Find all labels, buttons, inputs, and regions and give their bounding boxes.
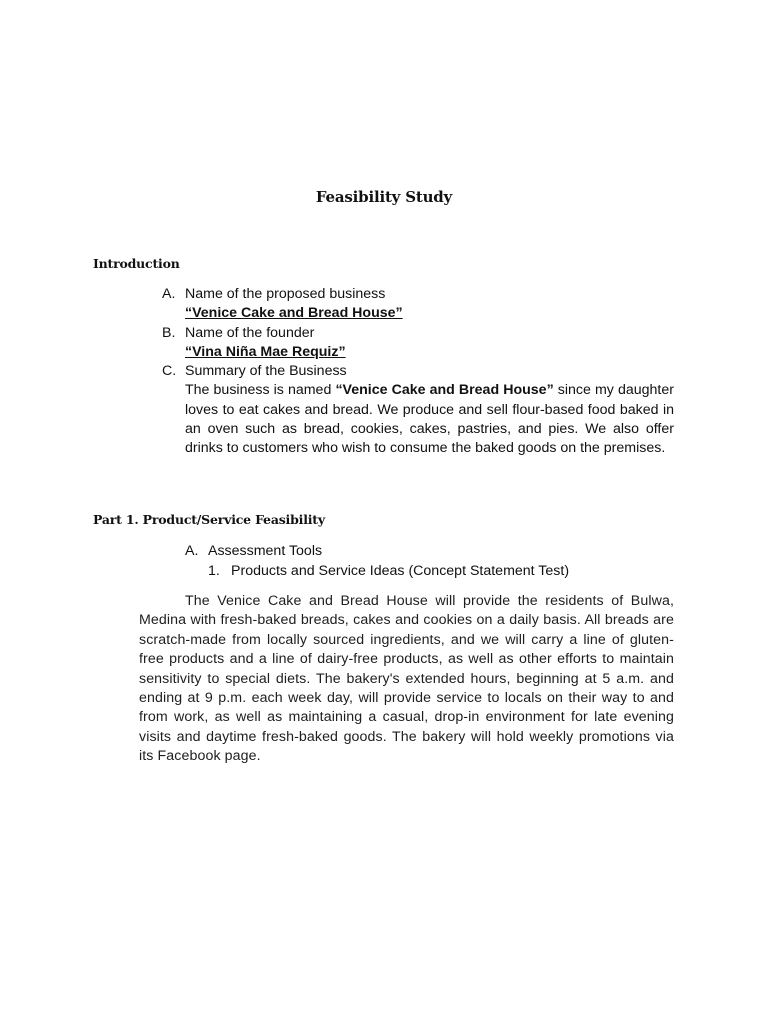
concept-statement-text: The Venice Cake and Bread House will provide the residents of Bulwa, Medina with fresh-baked breads, cakes and cookies on a daily basis. All breads are scratch-made from locally sourced ingredients, and we will carry a line of gluten-free products and a line of dairy-free products, as well as other efforts to maintain sensitivity to special diets. The bakery's extended hours, beginning at 5 a.m. and ending at 9 p.m. each week day, will provide service to locals on their way to and from work, as well as maintaining a casual, drop-in environment for late evening visits and daytime fresh-baked goods. The bakery will hold weekly promotions via its Facebook page. (139, 593, 674, 765)
list-item-label: Name of the founder (185, 324, 315, 341)
part1-heading: Part 1. Product/Service Feasibility (93, 512, 325, 527)
list-item-business-name (162, 285, 674, 324)
list-item-label: Name of the proposed business (185, 286, 386, 302)
list-item-label: Assessment Tools (208, 543, 323, 559)
summary-text-before: The business is named (185, 382, 336, 399)
list-item-label: Products and Service Ideas (Concept Statement Test) (231, 563, 570, 579)
list-marker: A. (185, 543, 199, 559)
business-name-value: “Venice Cake and Bread House” (185, 305, 403, 322)
assessment-tools-list (185, 541, 569, 581)
list-marker: B. (162, 324, 176, 341)
list-item-label: Summary of the Business (185, 363, 347, 380)
summary-text-after: since my daughter loves to eat cakes and bread. We produce and sell flour-based food baked in an oven such as bread, cookies, cakes, pastries, and pies. We also offer drinks to customers who wish to consume the baked goods on the premises. (185, 382, 674, 457)
founder-name-value: “Vina Niña Mae Requiz” (185, 343, 346, 360)
summary-business-name: “Venice Cake and Bread House” (335, 382, 554, 399)
list-item-summary (162, 362, 674, 458)
document-title: Feasibility Study (315, 188, 453, 206)
list-item-assessment-tools (185, 541, 569, 561)
introduction-list (162, 285, 674, 459)
list-marker: 1. (208, 563, 220, 579)
list-item-founder (162, 324, 674, 363)
list-marker: C. (162, 363, 177, 380)
list-marker: A. (162, 286, 176, 302)
summary-paragraph (185, 381, 674, 458)
list-item-concept-test (185, 561, 569, 581)
concept-statement-paragraph (139, 592, 674, 767)
introduction-heading: Introduction (93, 256, 180, 271)
